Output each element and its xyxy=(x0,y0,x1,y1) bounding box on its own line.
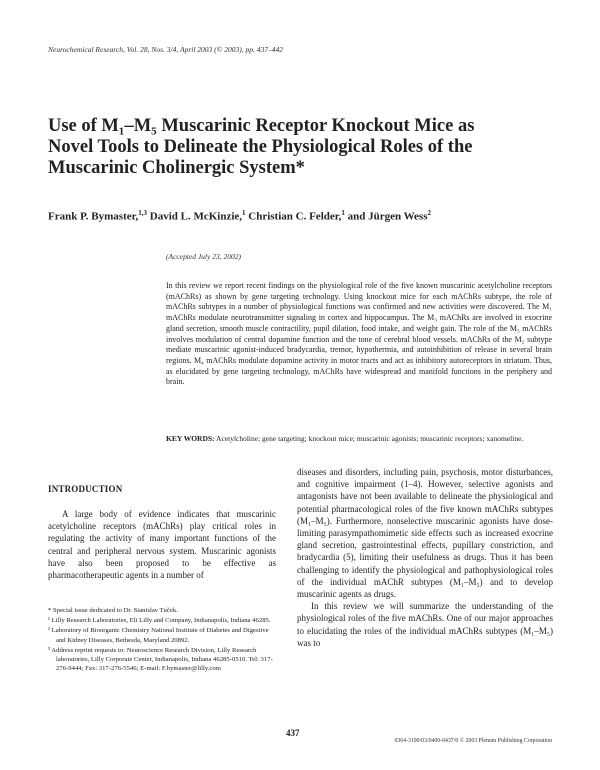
right-column xyxy=(297,466,553,649)
keywords xyxy=(166,434,552,444)
author-name: Frank P. Bymaster, xyxy=(48,210,139,223)
page-number: 437 xyxy=(286,728,300,738)
author-list xyxy=(48,209,431,223)
body-paragraph: A large body of evidence indicates that muscarinic acetylcholine receptors (mAChRs) play critical roles in regulating the activity of many important functions of the central and peripheral nervous system. Muscarinic agonists have also been proposed to be effective as pharmacotherapeutic agents in a number of xyxy=(48,509,276,581)
left-column xyxy=(48,484,276,581)
footnotes xyxy=(48,606,276,674)
author-name: David L. McKinzie, xyxy=(149,210,243,223)
section-heading-introduction: INTRODUCTION xyxy=(48,484,123,494)
accepted-date: (Accepted July 23, 2002) xyxy=(166,252,241,261)
footnote: ¹ Lilly Research Laboratories, Eli Lilly and Company, Indianapolis, Indiana 46285. xyxy=(48,617,271,625)
body-paragraph: diseases and disorders, including pain, psychosis, motor disturbances, and cognitive impairment (1–4). However, selective agonists and antagonists have not been available to delineate the physiological and potential pharmacological roles of the five known mAChRs subtypes (M₁–M₅). Furthermore, nonselective muscarinic agonists have dose-limiting parasympathomimetic side effects such as increased exocrine gland secretion, gastrointestinal effects, pupillary constriction, and bradycardia (5), limiting their usefulness as drugs. Thus it has been challenging to identify the physiological and pathophysiological roles of the individual mAChR subtypes (M₁–M₅) and to develop muscarinic agents as drugs. xyxy=(297,467,553,600)
author-name: Christian C. Felder, xyxy=(248,210,342,223)
author-affiliation-mark: 1 xyxy=(341,209,345,217)
copyright-line: 0364-3190/03/0400-0437/0 © 2003 Plenum Publishing Corporation xyxy=(394,738,552,744)
journal-citation: Neurochemical Research, Vol. 28, Nos. 3/4, April 2003 (© 2003), pp. 437–442 xyxy=(48,45,283,54)
author-name: and Jürgen Wess xyxy=(347,210,428,223)
abstract: In this review we report recent findings on the physiological role of the five known muscarinic acetylcholine receptors (mAChRs) as shown by gene targeting technology. Using knockout mice for each mAChRs subtype, the role of mAChRs subtypes in a number of physiological functions was confirmed and new activities were discovered. The M₁ mAChRs modulate neurotransmitter signaling in cortex and hippocampus. The M₃ mAChRs are involved in exocrine gland secretion, smooth muscle contractility, pupil dilation, food intake, and weight gain. The role of the M₅ mAChRs involves modulation of central dopamine function and the tone of cerebral blood vessels. mAChRs of the M₂ subtype mediate muscarinic agonist-induced bradycardia, tremor, hypothermia, and autoinhibition of release in several brain regions. M₄ mAChRs modulate dopamine activity in motor tracts and act as inhibitory autoreceptors in striatum. Thus, as elucidated by gene targeting technology, mAChRs have widespread and manifold functions in the periphery and brain. xyxy=(166,281,552,387)
footnote: ³ Address reprint requests to: Neuroscience Research Division, Lilly Research laboratories, Lilly Corporate Center, Indianapolis, Indiana 46285-0510. Tel: 317-276-9444; Fax: 317-276-5546; E-mail: F.bymaster@lilly.com xyxy=(48,646,273,673)
article-title: Use of M₁–M₅ Muscarinic Receptor Knockout Mice as Novel Tools to Delineate the Physiological Roles of the Muscarinic Cholinergic System* xyxy=(48,116,475,178)
keywords-text: Acetylcholine; gene targeting; knockout mice; muscarinic agonists; muscarinic receptors; xanomeline. xyxy=(216,434,524,443)
body-paragraph: In this review we will summarize the understanding of the physiological roles of the five mAChRs. One of our major approaches to elucidating the roles of the individual mAChRs subtypes (M₁–M₅) was to xyxy=(297,601,553,648)
author-affiliation-mark: 1 xyxy=(242,209,246,217)
author-affiliation-mark: 1,3 xyxy=(138,209,147,217)
footnote: ² Laboratory of Bioorganic Chemistry National Institute of Diabetes and Digestive and Kidney Diseases, Bethesda, Maryland 20892. xyxy=(48,627,269,644)
keywords-label: KEY WORDS: xyxy=(166,434,215,443)
footnote: * Special issue dedicated to Dr. Stanislav Tuček. xyxy=(48,607,178,614)
author-affiliation-mark: 2 xyxy=(427,209,431,217)
